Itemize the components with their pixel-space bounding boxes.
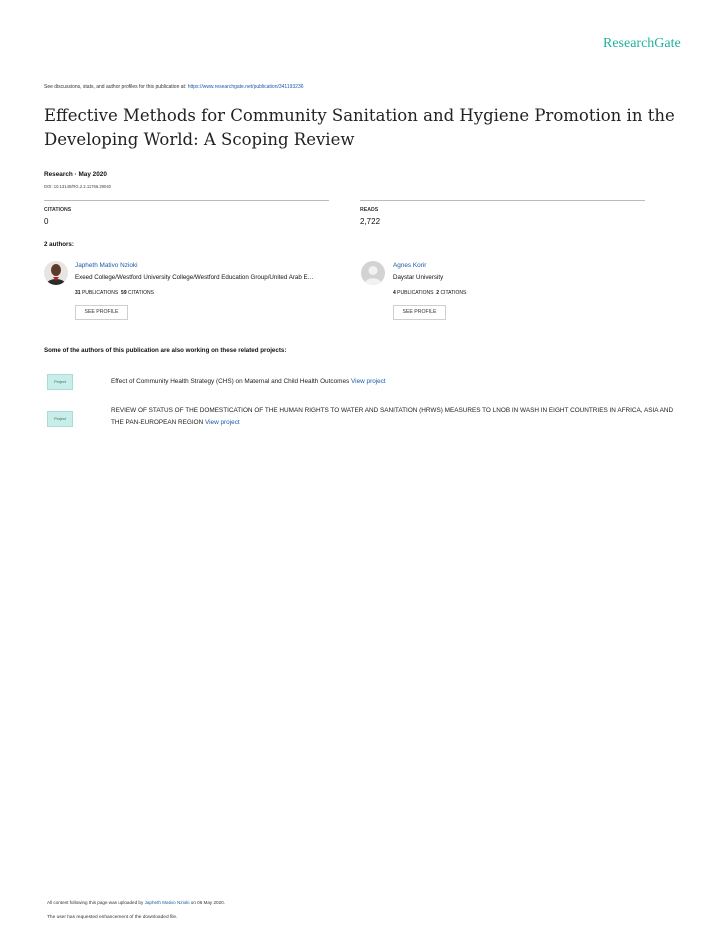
publication-title: Effective Methods for Community Sanitation and Hygiene Promotion in the Developing World: A Scoping Review <box>44 106 675 149</box>
author-stats <box>75 290 154 296</box>
author-affiliation: Daystar University <box>393 274 444 281</box>
discussion-notice <box>44 84 304 90</box>
author-citations-label: CITATIONS <box>440 290 467 296</box>
author-publications-count: 31 <box>75 290 81 296</box>
author-photo-icon <box>44 261 68 285</box>
author-citations-count: 2 <box>436 290 440 296</box>
author-avatar[interactable] <box>44 261 68 285</box>
author-publications-label: PUBLICATIONS <box>397 290 434 296</box>
uploader-link[interactable]: Japheth Mativo Nzioki <box>144 900 190 905</box>
publication-url-link[interactable]: https://www.researchgate.net/publication/341193236 <box>187 84 304 90</box>
authors-heading: 2 authors: <box>44 241 74 248</box>
project-item <box>111 376 671 388</box>
related-projects-heading: Some of the authors of this publication are also working on these related projects: <box>44 347 287 354</box>
see-profile-button[interactable]: SEE PROFILE <box>393 305 446 320</box>
author-publications-label: PUBLICATIONS <box>81 290 119 296</box>
enhancement-notice: The user has requested enhancement of the downloaded file. <box>47 915 178 920</box>
publication-meta: Research · May 2020 <box>44 171 107 178</box>
project-thumbnail[interactable]: Project <box>47 411 73 427</box>
view-project-link[interactable]: View project <box>204 419 240 426</box>
view-project-link[interactable]: View project <box>351 378 386 385</box>
doi-text: DOI: 10.13140/RG.2.2.11766.29040 <box>44 184 111 189</box>
upload-notice-prefix: All content following this page was uploaded by <box>47 900 145 905</box>
project-title: REVIEW OF STATUS OF THE DOMESTICATION OF THE HUMAN RIGHTS TO WATER AND SANITATION (HRWS) MEASURES TO LNOB IN WASH IN EIGHT COUNTRIES IN AFRICA, ASIA AND THE PAN-EUROPEAN REGION <box>111 407 674 426</box>
project-title: Effect of Community Health Strategy (CHS) on Maternal and Child Health Outcomes <box>111 378 350 385</box>
citations-label: CITATIONS <box>44 207 72 213</box>
researchgate-logo[interactable]: ResearchGate <box>603 36 681 51</box>
reads-value: 2,722 <box>360 217 381 226</box>
author-avatar[interactable] <box>361 261 385 285</box>
author-citations-label: CITATIONS <box>128 290 154 296</box>
author-stats <box>393 290 466 296</box>
citations-divider <box>44 200 329 201</box>
see-profile-button[interactable]: SEE PROFILE <box>75 305 128 320</box>
author-name-link[interactable]: Japheth Mativo Nzioki <box>75 262 138 269</box>
project-thumbnail[interactable]: Project <box>47 374 73 390</box>
citations-value: 0 <box>44 217 49 226</box>
author-name-link[interactable]: Agnes Korir <box>393 262 427 269</box>
upload-notice-suffix: on 06 May 2020. <box>189 900 225 905</box>
project-item <box>111 405 676 429</box>
discussion-notice-text: See discussions, stats, and author profiles for this publication at: <box>44 84 188 90</box>
author-affiliation: Exeed College/Westford University College/Westford Education Group/United Arab E… <box>75 274 314 281</box>
upload-notice <box>47 900 225 905</box>
reads-divider <box>360 200 645 201</box>
author-citations-count: 59 <box>121 290 127 296</box>
reads-label: READS <box>360 207 379 213</box>
author-publications-count: 4 <box>393 290 396 296</box>
default-user-icon <box>361 261 385 285</box>
